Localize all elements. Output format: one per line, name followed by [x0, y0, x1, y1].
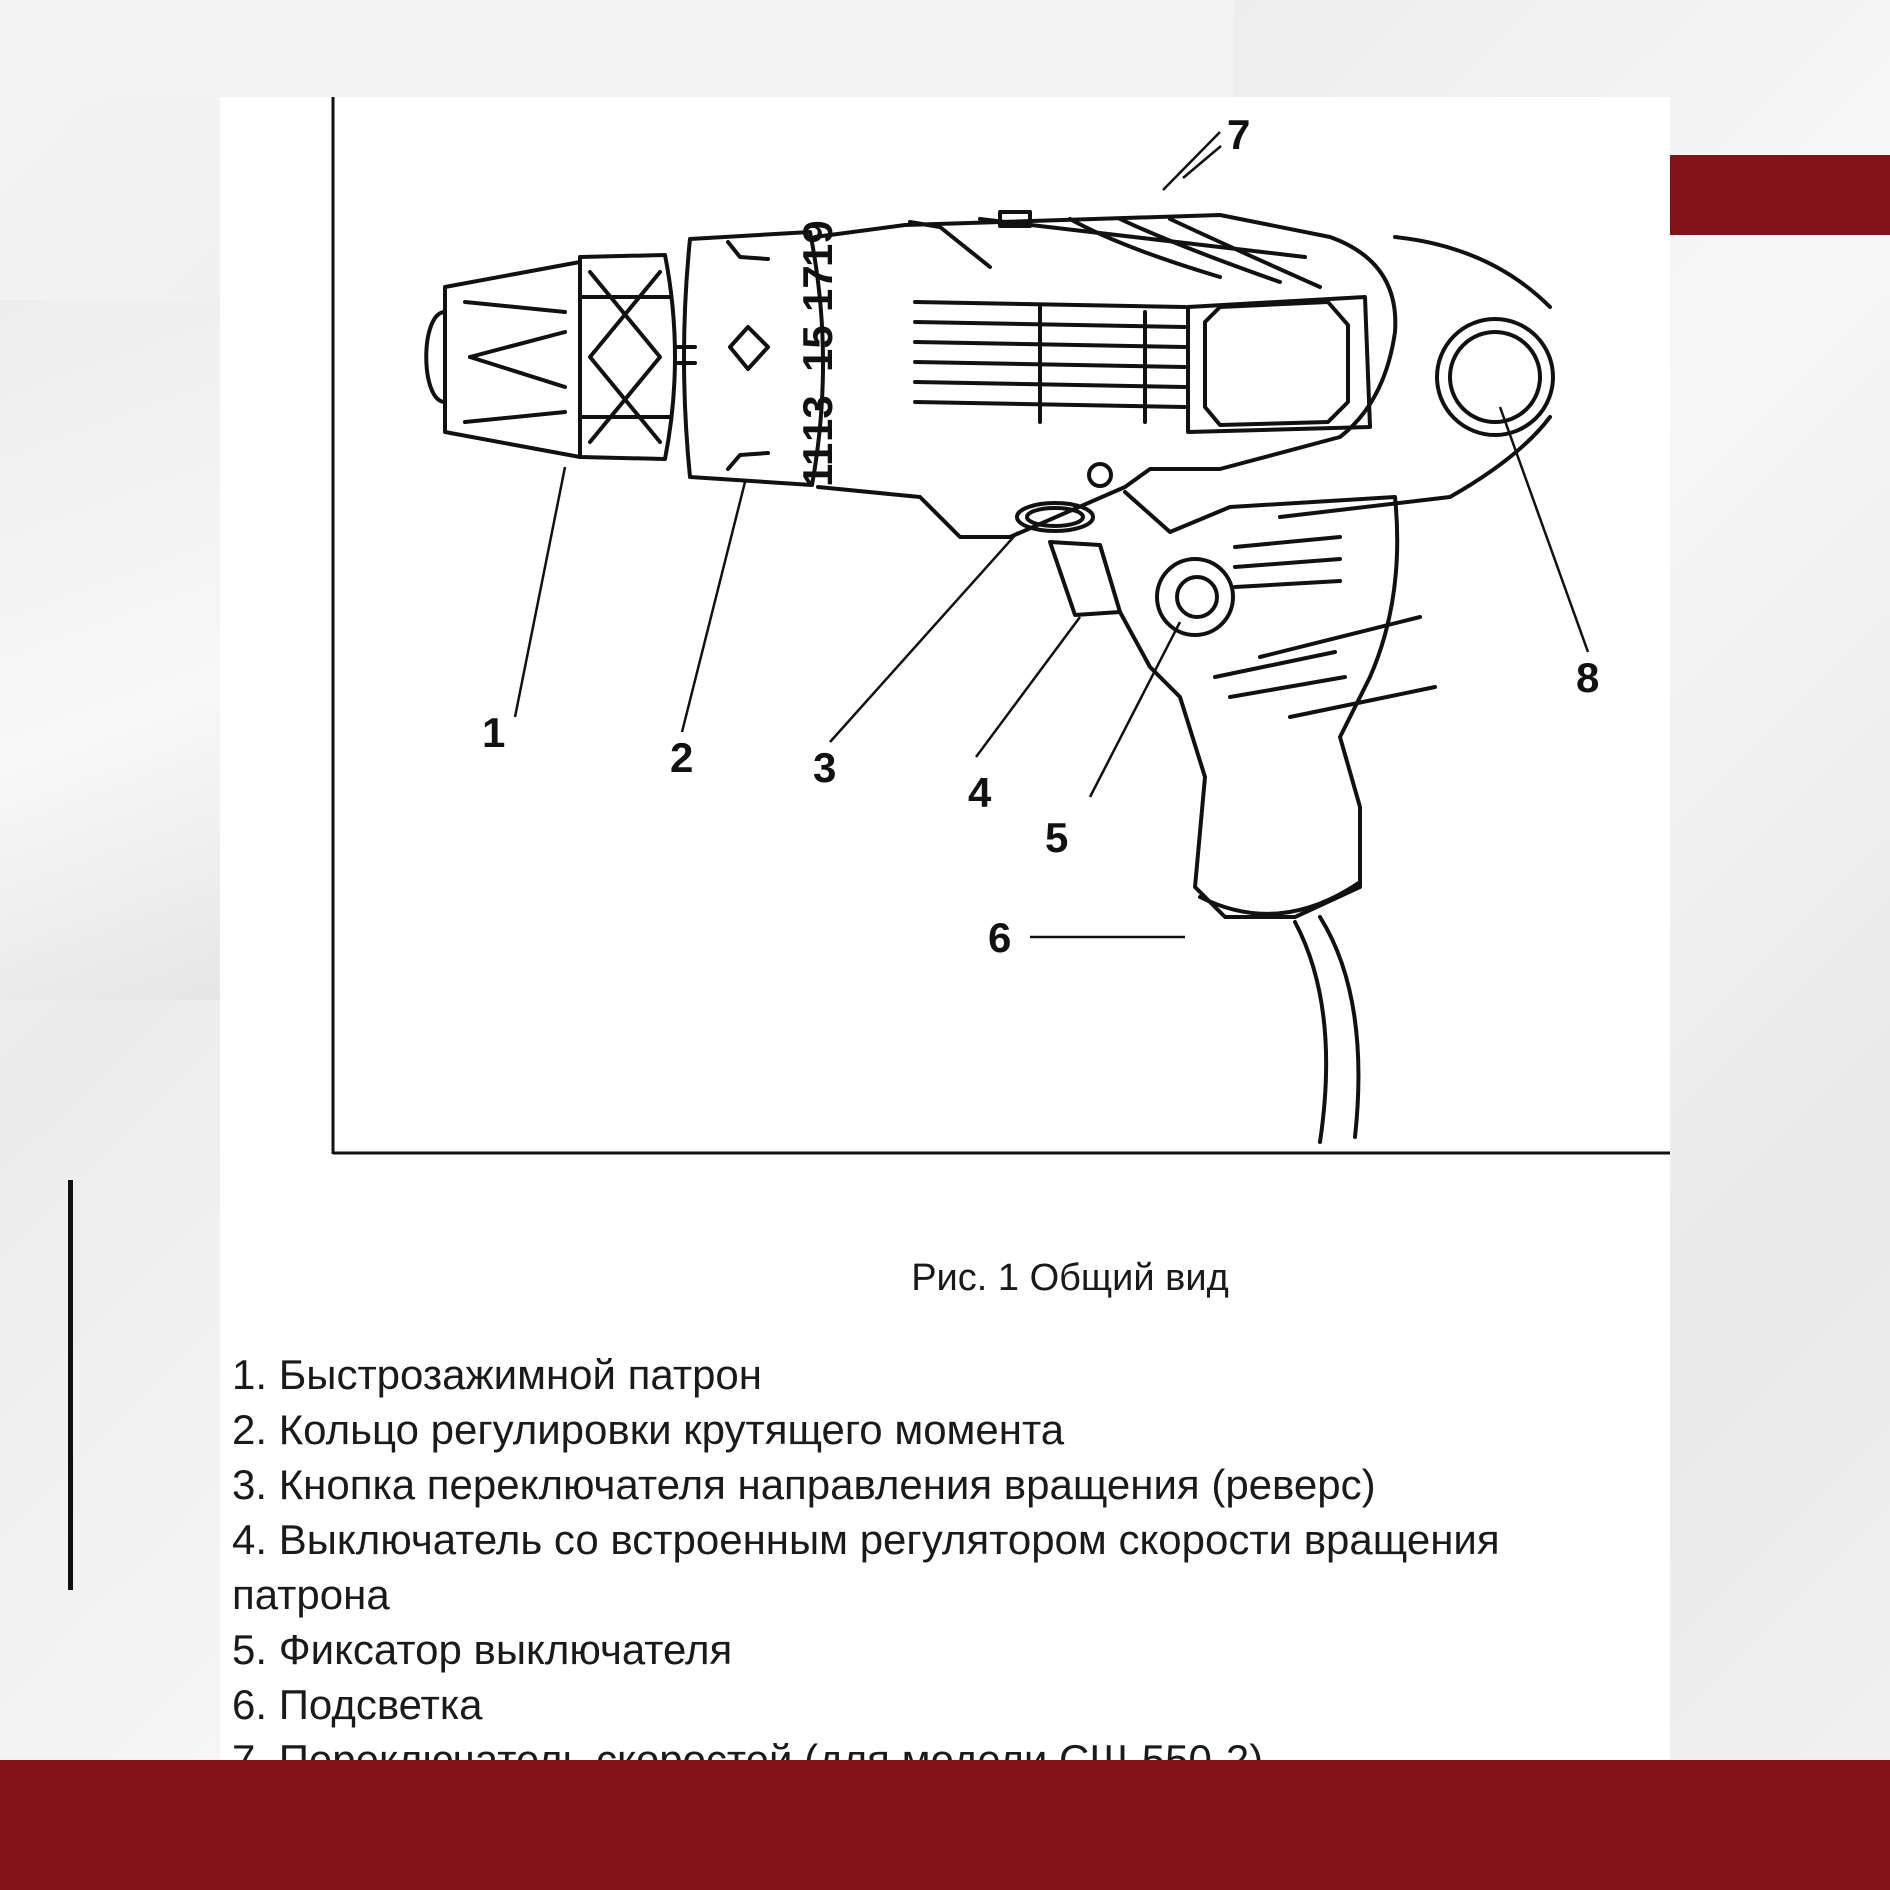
callout-1: 1	[482, 709, 506, 756]
drill-diagram	[220, 97, 1670, 1197]
drill-drawing	[426, 212, 1553, 1142]
callout-2: 2	[670, 734, 694, 781]
callout-5: 5	[1045, 814, 1069, 861]
callout-3: 3	[813, 744, 837, 791]
legend-item: 2. Кольцо регулировки крутящего момента	[232, 1406, 1065, 1453]
legend-item: 5. Фиксатор выключателя	[232, 1626, 733, 1673]
left-vertical-rule	[68, 1180, 73, 1590]
legend-item: 6. Подсветка	[232, 1681, 483, 1728]
accent-band-bottom	[0, 1760, 1890, 1890]
torque-scale-15: 15	[794, 325, 841, 372]
legend-item: 3. Кнопка переключателя направления вращения (реверс)	[232, 1461, 1376, 1508]
chuck-body	[445, 262, 580, 457]
callout-8: 8	[1576, 654, 1600, 701]
torque-scale	[794, 220, 841, 487]
legend-item: 4. Выключатель со встроенным регулятором скорости вращения патрона	[232, 1516, 1500, 1618]
lock-button	[1157, 559, 1233, 635]
trigger	[1050, 542, 1120, 615]
background-facet-top	[0, 0, 1234, 100]
vent-slots	[915, 302, 1185, 422]
torque-scale-13: 13	[794, 395, 841, 442]
callout-4: 4	[968, 769, 992, 816]
chuck-tip	[426, 312, 445, 402]
motor-housing	[815, 215, 1395, 537]
callout-7: 7	[1227, 111, 1251, 158]
background-facet-left	[0, 300, 220, 1000]
side-window	[1205, 302, 1348, 425]
torque-scale-11: 11	[794, 442, 841, 487]
figure-caption: Рис. 1 Общий вид	[911, 1257, 1229, 1299]
torque-scale-19: 19	[794, 220, 841, 267]
brush-cap	[1437, 319, 1553, 435]
torque-scale-17: 17	[794, 265, 841, 312]
diagram-sheet	[220, 97, 1670, 1760]
callout-6: 6	[988, 914, 1012, 961]
legend-item: 1. Быстрозажимной патрон	[232, 1351, 762, 1398]
